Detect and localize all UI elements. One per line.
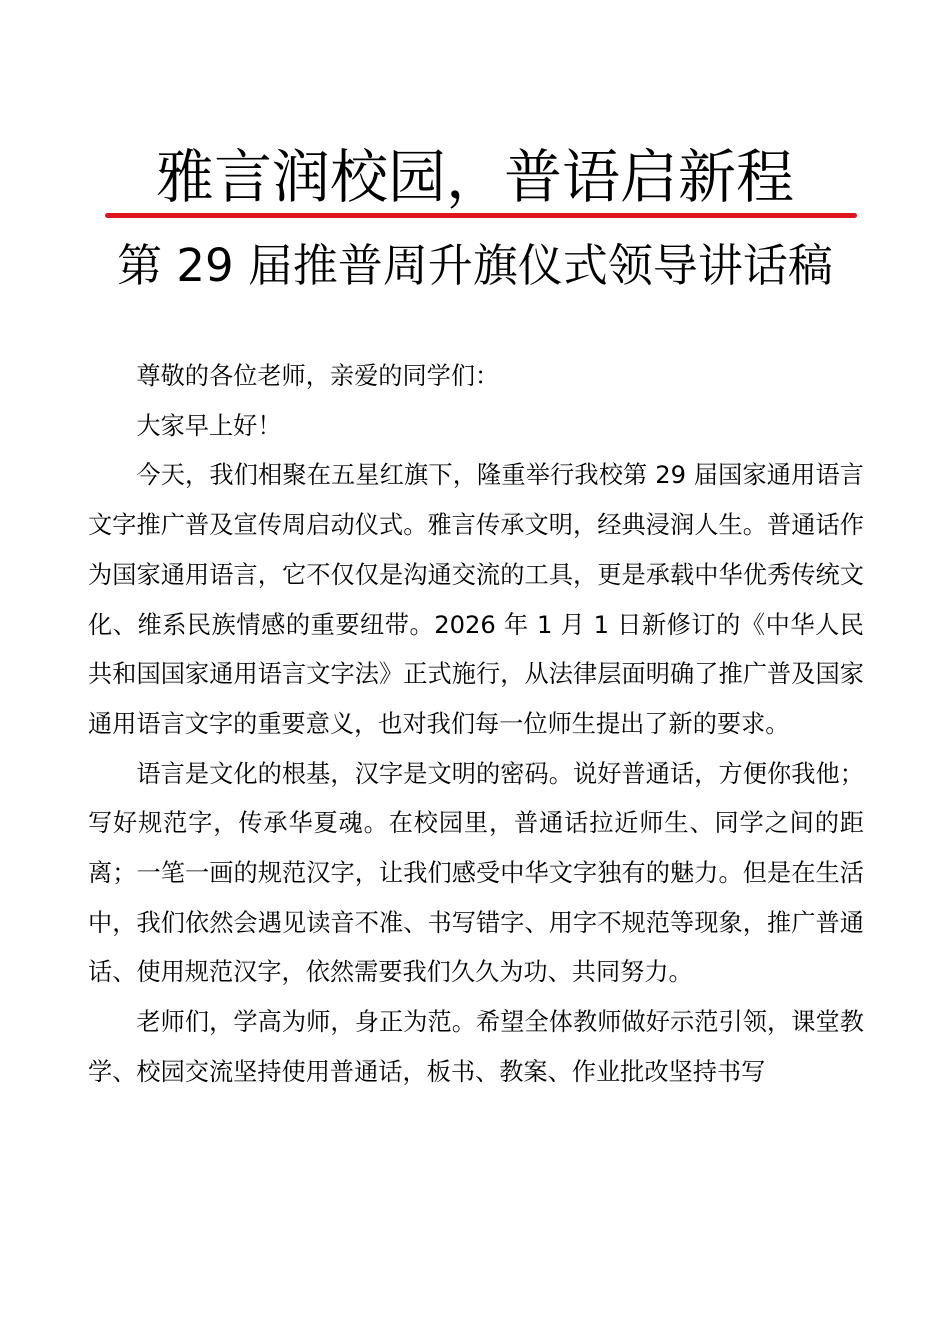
title-divider xyxy=(105,213,857,218)
salutation: 尊敬的各位老师，亲爱的同学们： xyxy=(136,362,500,390)
greeting: 大家早上好！ xyxy=(136,411,282,440)
document-title: 雅言润校园，普语启新程 xyxy=(155,143,794,211)
body-paragraph: 老师们，学高为师，身正为范。希望全体教师做好示范引领，课堂教学、校园交流坚持使用普通话，板书、教案、作业批改坚持书写 xyxy=(88,1008,864,1086)
document-body xyxy=(88,352,864,1098)
document-subtitle: 第 29 届推普周升旗仪式领导讲话稿 xyxy=(117,239,833,292)
body-paragraph: 今天，我们相聚在五星红旗下，隆重举行我校第 29 届国家通用语言文字推广普及宣传周启动仪式。雅言传承文明，经典浸润人生。普通话作为国家通用语言，它不仅仅是沟通交流的工具，更是承载中华优秀传统文化、维系民族情感的重要纽带。2026 年 1 月 1 日新修订的《中华人民共和国国家通用语言文字法》正式施行，从法律层面明确了推广普及国家通用语言文字的重要意义，也对我们每一位师生提出了新的要求。 xyxy=(88,461,864,738)
body-paragraph: 语言是文化的根基，汉字是文明的密码。说好普通话，方便你我他；写好规范字，传承华夏魂。在校园里，普通话拉近师生、同学之间的距离；一笔一画的规范汉字，让我们感受中华文字独有的魅力。但是在生活中，我们依然会遇见读音不准、书写错字、用字不规范等现象，推广普通话、使用规范汉字，依然需要我们久久为功、共同努力。 xyxy=(88,759,864,987)
